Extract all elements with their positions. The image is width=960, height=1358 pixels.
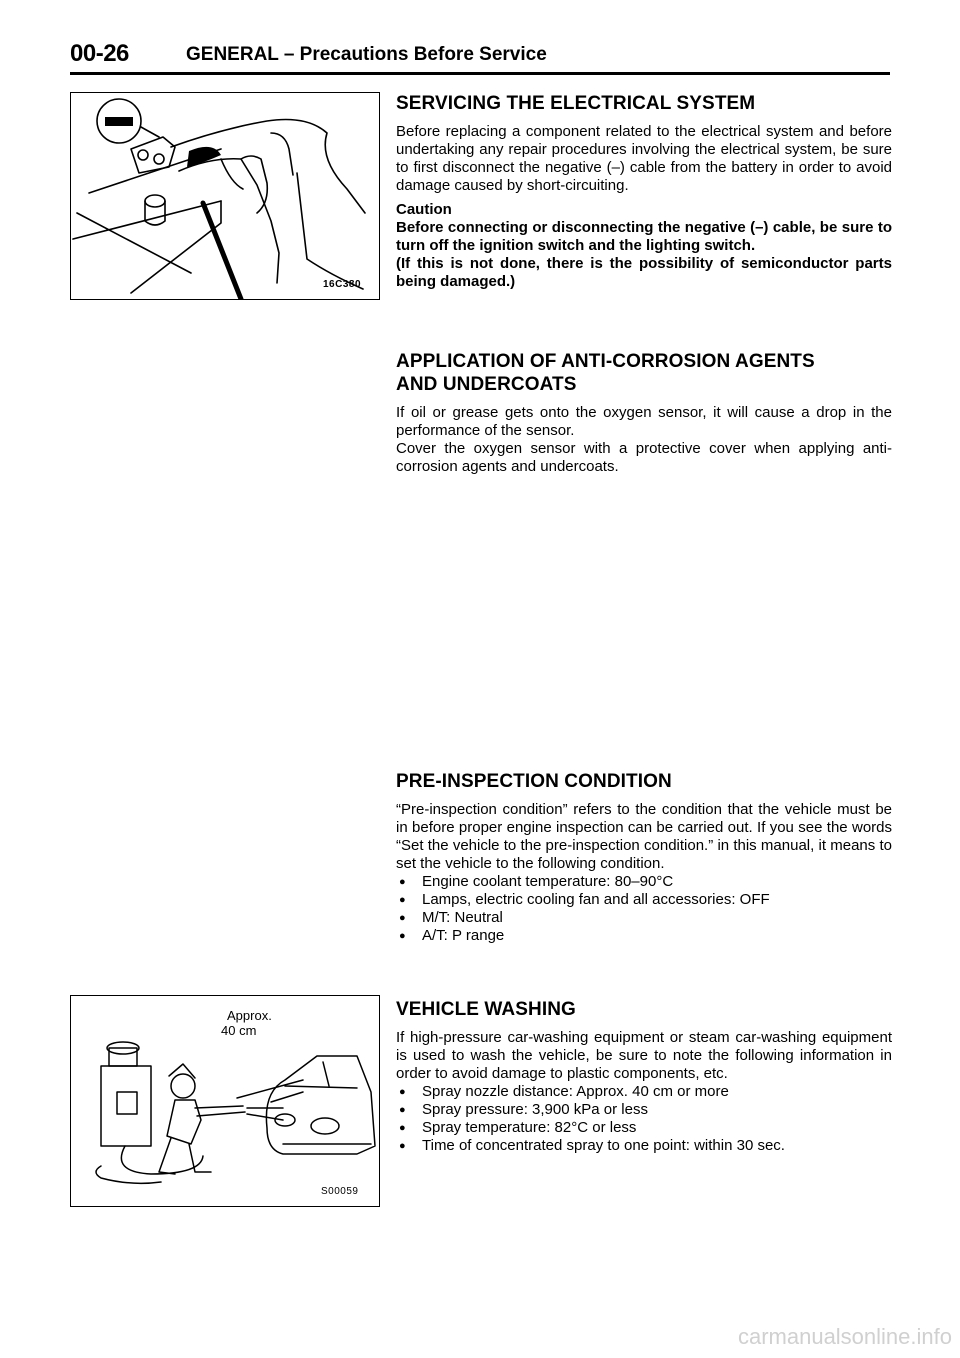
section-body-2: Cover the oxygen sensor with a protective cover when applying anti-corrosion agents and undercoats.: [396, 440, 892, 475]
list-item: ● Spray temperature: 82°C or less: [396, 1119, 892, 1137]
list-item: ● Spray pressure: 3,900 kPa or less: [396, 1101, 892, 1119]
list-item: ● Time of concentrated spray to one point: within 30 sec.: [396, 1137, 892, 1155]
caution-label: Caution: [396, 201, 452, 218]
condition-list: [396, 873, 892, 945]
section-heading: VEHICLE WASHING: [396, 999, 576, 1020]
section-washing: [396, 998, 892, 1155]
caution-note: (If this is not done, there is the possibility of semiconductor parts being damaged.): [396, 255, 892, 290]
section-electrical: [396, 92, 892, 291]
section-heading: APPLICATION OF ANTI-CORROSION AGENTS: [396, 351, 815, 372]
list-item: ● Spray nozzle distance: Approx. 40 cm or more: [396, 1083, 892, 1101]
page-title: GENERAL – Precautions Before Service: [186, 44, 547, 65]
list-item: ● Engine coolant temperature: 80–90°C: [396, 873, 892, 891]
section-preinspection: [396, 770, 892, 945]
figure-code: 16C380: [323, 279, 362, 290]
page-number: 00-26: [70, 40, 129, 67]
section-body: If high-pressure car-washing equipment or steam car-washing equipment is used to wash the vehicle, be sure to note the following information in order to avoid damage to plastic components, etc.: [396, 1029, 892, 1082]
battery-figure: [70, 92, 380, 300]
section-anticorrosion: [396, 350, 892, 482]
header-divider: [70, 72, 890, 75]
list-item: ● Lamps, electric cooling fan and all accessories: OFF: [396, 891, 892, 909]
battery-terminal-disconnect-illustration: [71, 93, 379, 299]
list-item: ● A/T: P range: [396, 927, 892, 945]
caution-text: Before connecting or disconnecting the negative (–) cable, be sure to turn off the ignition switch and the lighting switch.: [396, 219, 892, 254]
section-body: “Pre-inspection condition” refers to the condition that the vehicle must be in before proper engine inspection can be carried out. If you see the words “Set the vehicle to the pre-inspection condition.” in this manual, it means to set the vehicle to the following condition.: [396, 801, 892, 872]
section-body: If oil or grease gets onto the oxygen sensor, it will cause a drop in the performance of the sensor.: [396, 404, 892, 439]
washing-figure: [70, 995, 380, 1207]
section-heading: PRE-INSPECTION CONDITION: [396, 771, 672, 792]
section-heading-line2: AND UNDERCOATS: [396, 374, 577, 395]
figure-code: S00059: [321, 1186, 359, 1197]
list-item: ● M/T: Neutral: [396, 909, 892, 927]
watermark: carmanualsonline.info: [737, 1324, 952, 1349]
approx-label-line2: 40 cm: [221, 1023, 257, 1038]
section-heading: SERVICING THE ELECTRICAL SYSTEM: [396, 93, 756, 114]
section-body: Before replacing a component related to the electrical system and before undertaking any repair procedures involving the electrical system, be sure to first disconnect the negative (–) cable from the battery in order to avoid damage caused by short-circuiting.: [396, 123, 892, 194]
approx-label-line1: Approx.: [227, 1008, 272, 1023]
washing-list: [396, 1083, 892, 1155]
page-header: [70, 40, 890, 72]
